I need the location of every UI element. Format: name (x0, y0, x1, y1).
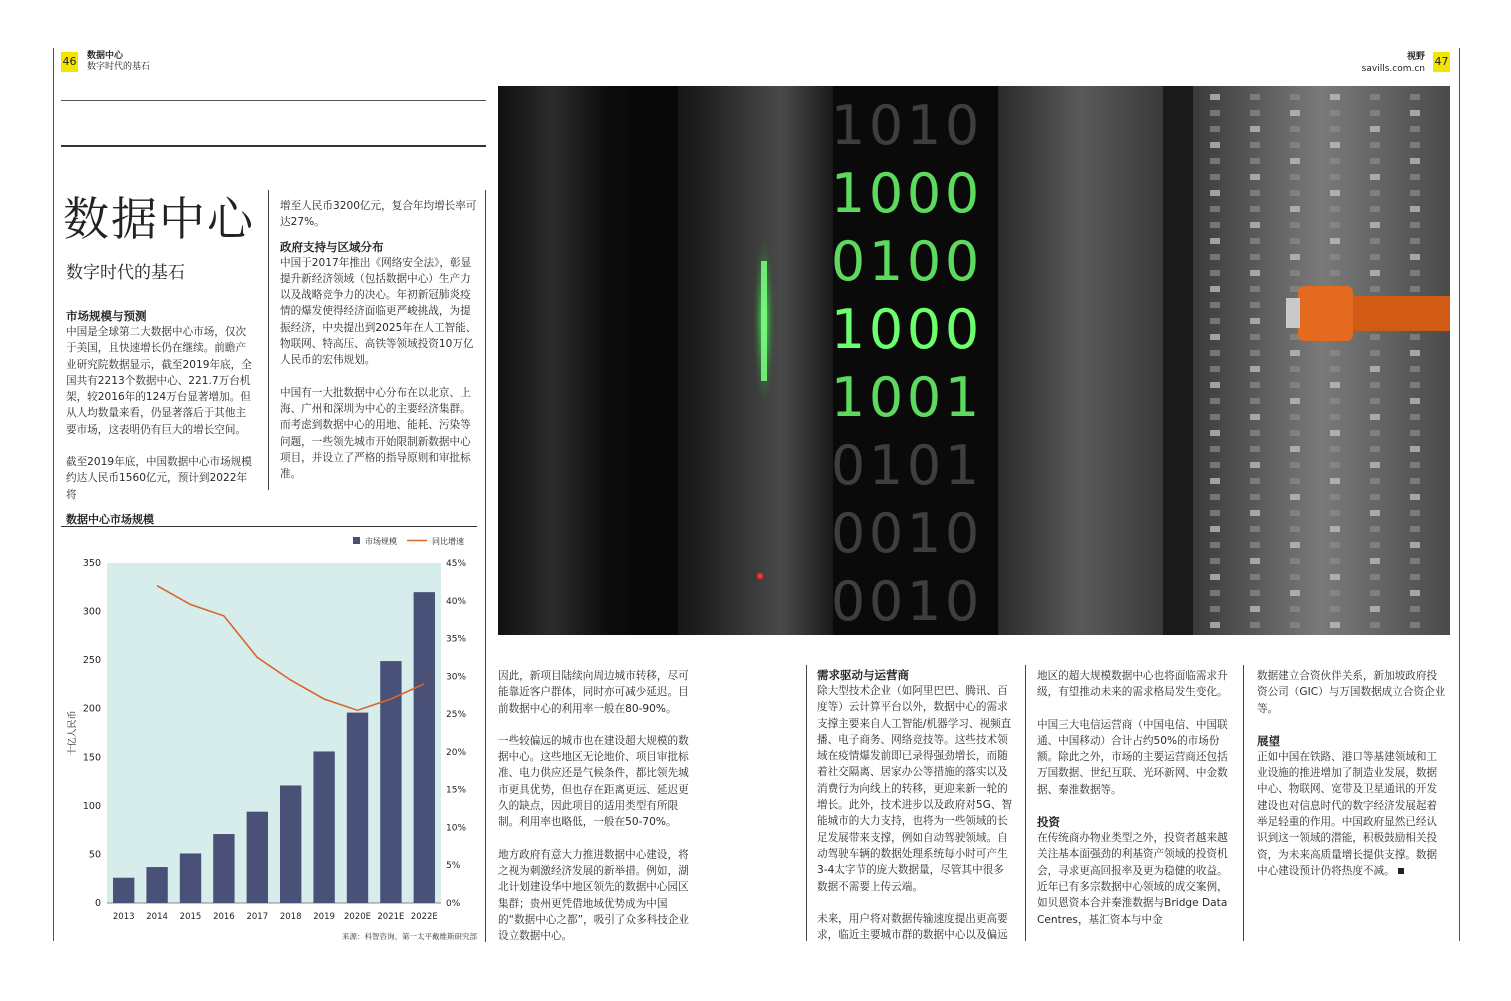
x-tick-label: 2013 (112, 912, 135, 922)
end-mark-icon (1398, 868, 1404, 874)
page-number-right: 47 (1433, 52, 1450, 72)
legend-swatch-bar (353, 537, 360, 544)
y2-tick-label: 25% (446, 710, 467, 721)
bar (247, 812, 268, 903)
binary-digit: 1 (944, 366, 980, 429)
paragraph: 因此，新项目陆续向周边城市转移，尽可能靠近客户群体，同时亦可减少延迟。目前数据中心的利用率一般在80-90%。 (498, 670, 689, 715)
x-tick-label: 2018 (279, 912, 302, 922)
binary-digit: 0 (944, 570, 980, 633)
article-subtitle: 数字时代的基石 (66, 263, 185, 283)
binary-digit: 0 (906, 230, 942, 293)
paragraph: 截至2019年底，中国数据中心市场规模约达人民币1560亿元，预计到2022年将 (66, 456, 252, 501)
bar (113, 878, 134, 903)
binary-digit: 1 (830, 162, 866, 225)
heading-market-size: 市场规模与预测 (66, 309, 147, 323)
binary-digit: 0 (944, 94, 980, 157)
column-divider (268, 190, 269, 490)
title-thick-rule (61, 145, 486, 147)
y2-tick-label: 15% (446, 785, 467, 796)
y-tick-label: 100 (82, 800, 101, 812)
binary-digit: 0 (868, 570, 904, 633)
legend-label: 同比增速 (432, 537, 464, 546)
column-divider (806, 665, 807, 941)
binary-digit: 1 (830, 366, 866, 429)
paragraph: 中国于2017年推出《网络安全法》，彰显提升新经济领域（包括数据中心）生产力以及战略竞争力的决心。年初新冠肺炎疫情的爆发使得经济面临更严峻挑战，为提振经济，中央提出到2025年在人工智能、物联网、特高压、高铁等领域投资10万亿人民币的宏伟规划。 (280, 256, 477, 367)
binary-digit: 0 (868, 162, 904, 225)
y2-tick-label: 10% (446, 823, 467, 834)
y-tick-label: 200 (82, 703, 101, 715)
binary-digit: 0 (830, 230, 866, 293)
y-tick-label: 0 (94, 898, 101, 909)
y-tick-label: 150 (82, 752, 101, 764)
bar (313, 751, 334, 903)
binary-digit: 0 (944, 230, 980, 293)
x-tick-label: 2021E (377, 912, 405, 922)
chart-title-rule (61, 526, 477, 527)
x-tick-label: 2014 (146, 912, 168, 922)
heading-government-support: 政府支持与区域分布 (280, 239, 384, 254)
top-thin-rule (61, 100, 486, 101)
binary-digit: 1 (944, 434, 980, 497)
header-section-right: 视野 (1406, 52, 1425, 62)
paragraph-text: 正如中国在铁路、港口等基建领域和工业设施的推进增加了制造业发展，数据中心、物联网、宽带及卫星通讯的开发建设也对信息时代的数字经济发展起着举足轻重的作用。中国政府显然已经认识到这一领域的潜能，积极鼓励相关投资，为未来高质量增长提供支撑。数据中心建设预计仍将热度不减。 (1257, 750, 1438, 877)
binary-digit: 0 (906, 434, 942, 497)
text-column-2 (280, 198, 478, 498)
bar (347, 713, 368, 903)
y2-tick-label: 35% (446, 634, 467, 645)
binary-digit: 1 (906, 94, 942, 157)
chart-title: 数据中心市场规模 (66, 513, 154, 526)
left-margin-rule (53, 48, 54, 941)
bar (213, 834, 234, 903)
binary-digit: 0 (830, 502, 866, 565)
paragraph: 增至人民币3200亿元，复合年均增长率可达27%。 (280, 200, 477, 229)
legend-label: 市场规模 (365, 537, 397, 546)
y-tick-label: 250 (82, 655, 101, 667)
x-tick-label: 2020E (343, 912, 372, 922)
y-tick-label: 300 (82, 606, 101, 618)
server-rack-photo (498, 86, 1450, 635)
text-column-1 (66, 308, 256, 519)
binary-digit: 0 (868, 366, 904, 429)
paragraph: 数据建立合资伙伴关系，新加坡政府投资公司（GIC）与万国数据成立合资企业等。 (1257, 670, 1446, 715)
paragraph: 除大型技术企业（如阿里巴巴、腾讯、百度等）云计算平台以外，数据中心的需求支撑主要来自人工智能/机器学习、视频直播、电子商务、网络竞技等。这些技术领域在疫情爆发前即已录得强劲增长，而随着社交隔离、居家办公等措施的落实以及消费行为向线上的转移，更迎来新一轮的增长。此外，技术进步以及政府对5G、智能城市的大力支持，也将为一些领域的长足发展带来支撑，例如自动驾驶领域。自动驾驶车辆的数据处理系统每小时可产生3-4太字节的庞大数据量，尽管其中很多数据不需要上传云端。 (817, 685, 1013, 893)
y2-tick-label: 0% (446, 899, 461, 909)
y2-tick-label: 40% (446, 596, 467, 607)
bar (146, 867, 167, 903)
binary-digit: 1 (906, 570, 942, 633)
paragraph: 中国三大电信运营商（中国电信、中国联通、中国移动）合计占约50%的市场份额。除此之外，市场的主要运营商还包括万国数据、世纪互联、光环新网、中金数据、秦淮数据等。 (1037, 718, 1228, 796)
text-column-6 (1257, 668, 1447, 895)
binary-digit: 1 (830, 298, 866, 361)
binary-digit: 1 (868, 434, 904, 497)
paragraph: 未来，用户将对数据传输速度提出更高要求，临近主要城市群的数据中心以及偏远 (817, 912, 1008, 942)
article-title: 数据中心 (63, 192, 255, 246)
column-divider (1025, 665, 1026, 941)
binary-digit: 0 (944, 298, 980, 361)
header-section-left: 数据中心 (87, 51, 124, 61)
paragraph: 一些较偏远的城市也在建设超大规模的数据中心。这些地区无论地价、项目审批标准、电力供应还是气候条件，都比领先城市更具优势，但也存在距离更远、延迟更久的缺点，因此项目的适用类型有所限制。利用率也略低，一般在50-70%。 (498, 734, 689, 829)
text-column-5 (1037, 668, 1230, 944)
binary-digit: 0 (868, 298, 904, 361)
paragraph: 中国是全球第二大数据中心市场，仅次于美国，且快速增长仍在继续。前瞻产业研究院数据显示，截至2019年底，全国共有2213个数据中心、221.7万台机架，较2016年的124万台显著增加。但从人均数量来看，仍显著落后于其他主要市场，这表明仍有巨大的增长空间。 (66, 326, 252, 436)
binary-digit: 0 (830, 434, 866, 497)
binary-digit: 0 (906, 298, 942, 361)
paragraph: 地方政府有意大力推进数据中心建设，将之视为刺激经济发展的新举措。例如，湖北计划建设华中地区领先的数据中心园区集群；贵州更凭借地域优势成为中国的“数据中心之都”，吸引了众多科技企业设立数据中心。 (498, 848, 690, 943)
y2-tick-label: 5% (446, 861, 461, 872)
y-tick-label: 50 (88, 849, 101, 861)
binary-digit: 0 (868, 94, 904, 157)
bar (280, 785, 301, 903)
market-size-chart (61, 528, 479, 944)
chart-legend (353, 536, 464, 546)
binary-digit: 0 (906, 162, 942, 225)
header-site-right: savills.com.cn (1361, 64, 1425, 74)
x-tick-label: 2015 (179, 912, 202, 922)
y2-tick-label: 20% (446, 747, 467, 758)
text-column-4 (817, 667, 1013, 959)
heading-outlook: 展望 (1257, 733, 1280, 748)
page-number-left: 46 (61, 52, 78, 72)
paragraph: 地区的超大规模数据中心也将面临需求升级，有望推动未来的需求格局发生变化。 (1037, 670, 1228, 699)
chart-source: 来源：科智咨询、第一太平戴维斯研究部 (342, 932, 477, 941)
y2-tick-label: 45% (446, 559, 467, 569)
binary-digit: 1 (906, 502, 942, 565)
y2-tick-label: 30% (446, 672, 467, 683)
x-tick-label: 2016 (213, 912, 235, 922)
binary-digit: 0 (944, 502, 980, 565)
x-tick-label: 2022E (410, 912, 438, 922)
bar (414, 592, 435, 903)
paragraph: 在传统商办物业类型之外，投资者越来越关注基本面强劲的利基资产领域的投资机会，寻求更高回报率及更为稳健的收益。近年已有多宗数据中心领域的成交案例，如贝恩资本合并秦淮数据与Bridge Data Centres，基汇资本与中金 (1037, 832, 1228, 926)
y-axis-label: 十亿人民币 (68, 710, 78, 756)
header-subtitle-left: 数字时代的基石 (87, 62, 151, 72)
binary-digit: 0 (830, 570, 866, 633)
text-column-3 (498, 668, 693, 960)
heading-demand-drivers: 需求驱动与运营商 (817, 668, 909, 682)
binary-digit: 1 (868, 230, 904, 293)
paragraph (1257, 749, 1447, 879)
y-tick-label: 350 (82, 558, 101, 569)
binary-digit: 0 (868, 502, 904, 565)
heading-investment: 投资 (1037, 815, 1060, 830)
paragraph: 中国有一大批数据中心分布在以北京、上海、广州和深圳为中心的主要经济集群。而考虑到数据中心的用地、能耗、污染等问题，一些领先城市开始限制新数据中心项目，并设立了严格的指导原则和审批标准。 (280, 386, 471, 481)
x-tick-label: 2017 (246, 912, 269, 922)
bar (380, 661, 401, 903)
binary-digit: 1 (830, 94, 866, 157)
x-tick-label: 2019 (313, 912, 335, 922)
bar (180, 853, 201, 903)
binary-digit: 0 (944, 162, 980, 225)
column-divider (485, 190, 486, 942)
column-divider (1243, 665, 1244, 941)
right-margin-rule (1459, 48, 1460, 941)
binary-digit: 0 (906, 366, 942, 429)
